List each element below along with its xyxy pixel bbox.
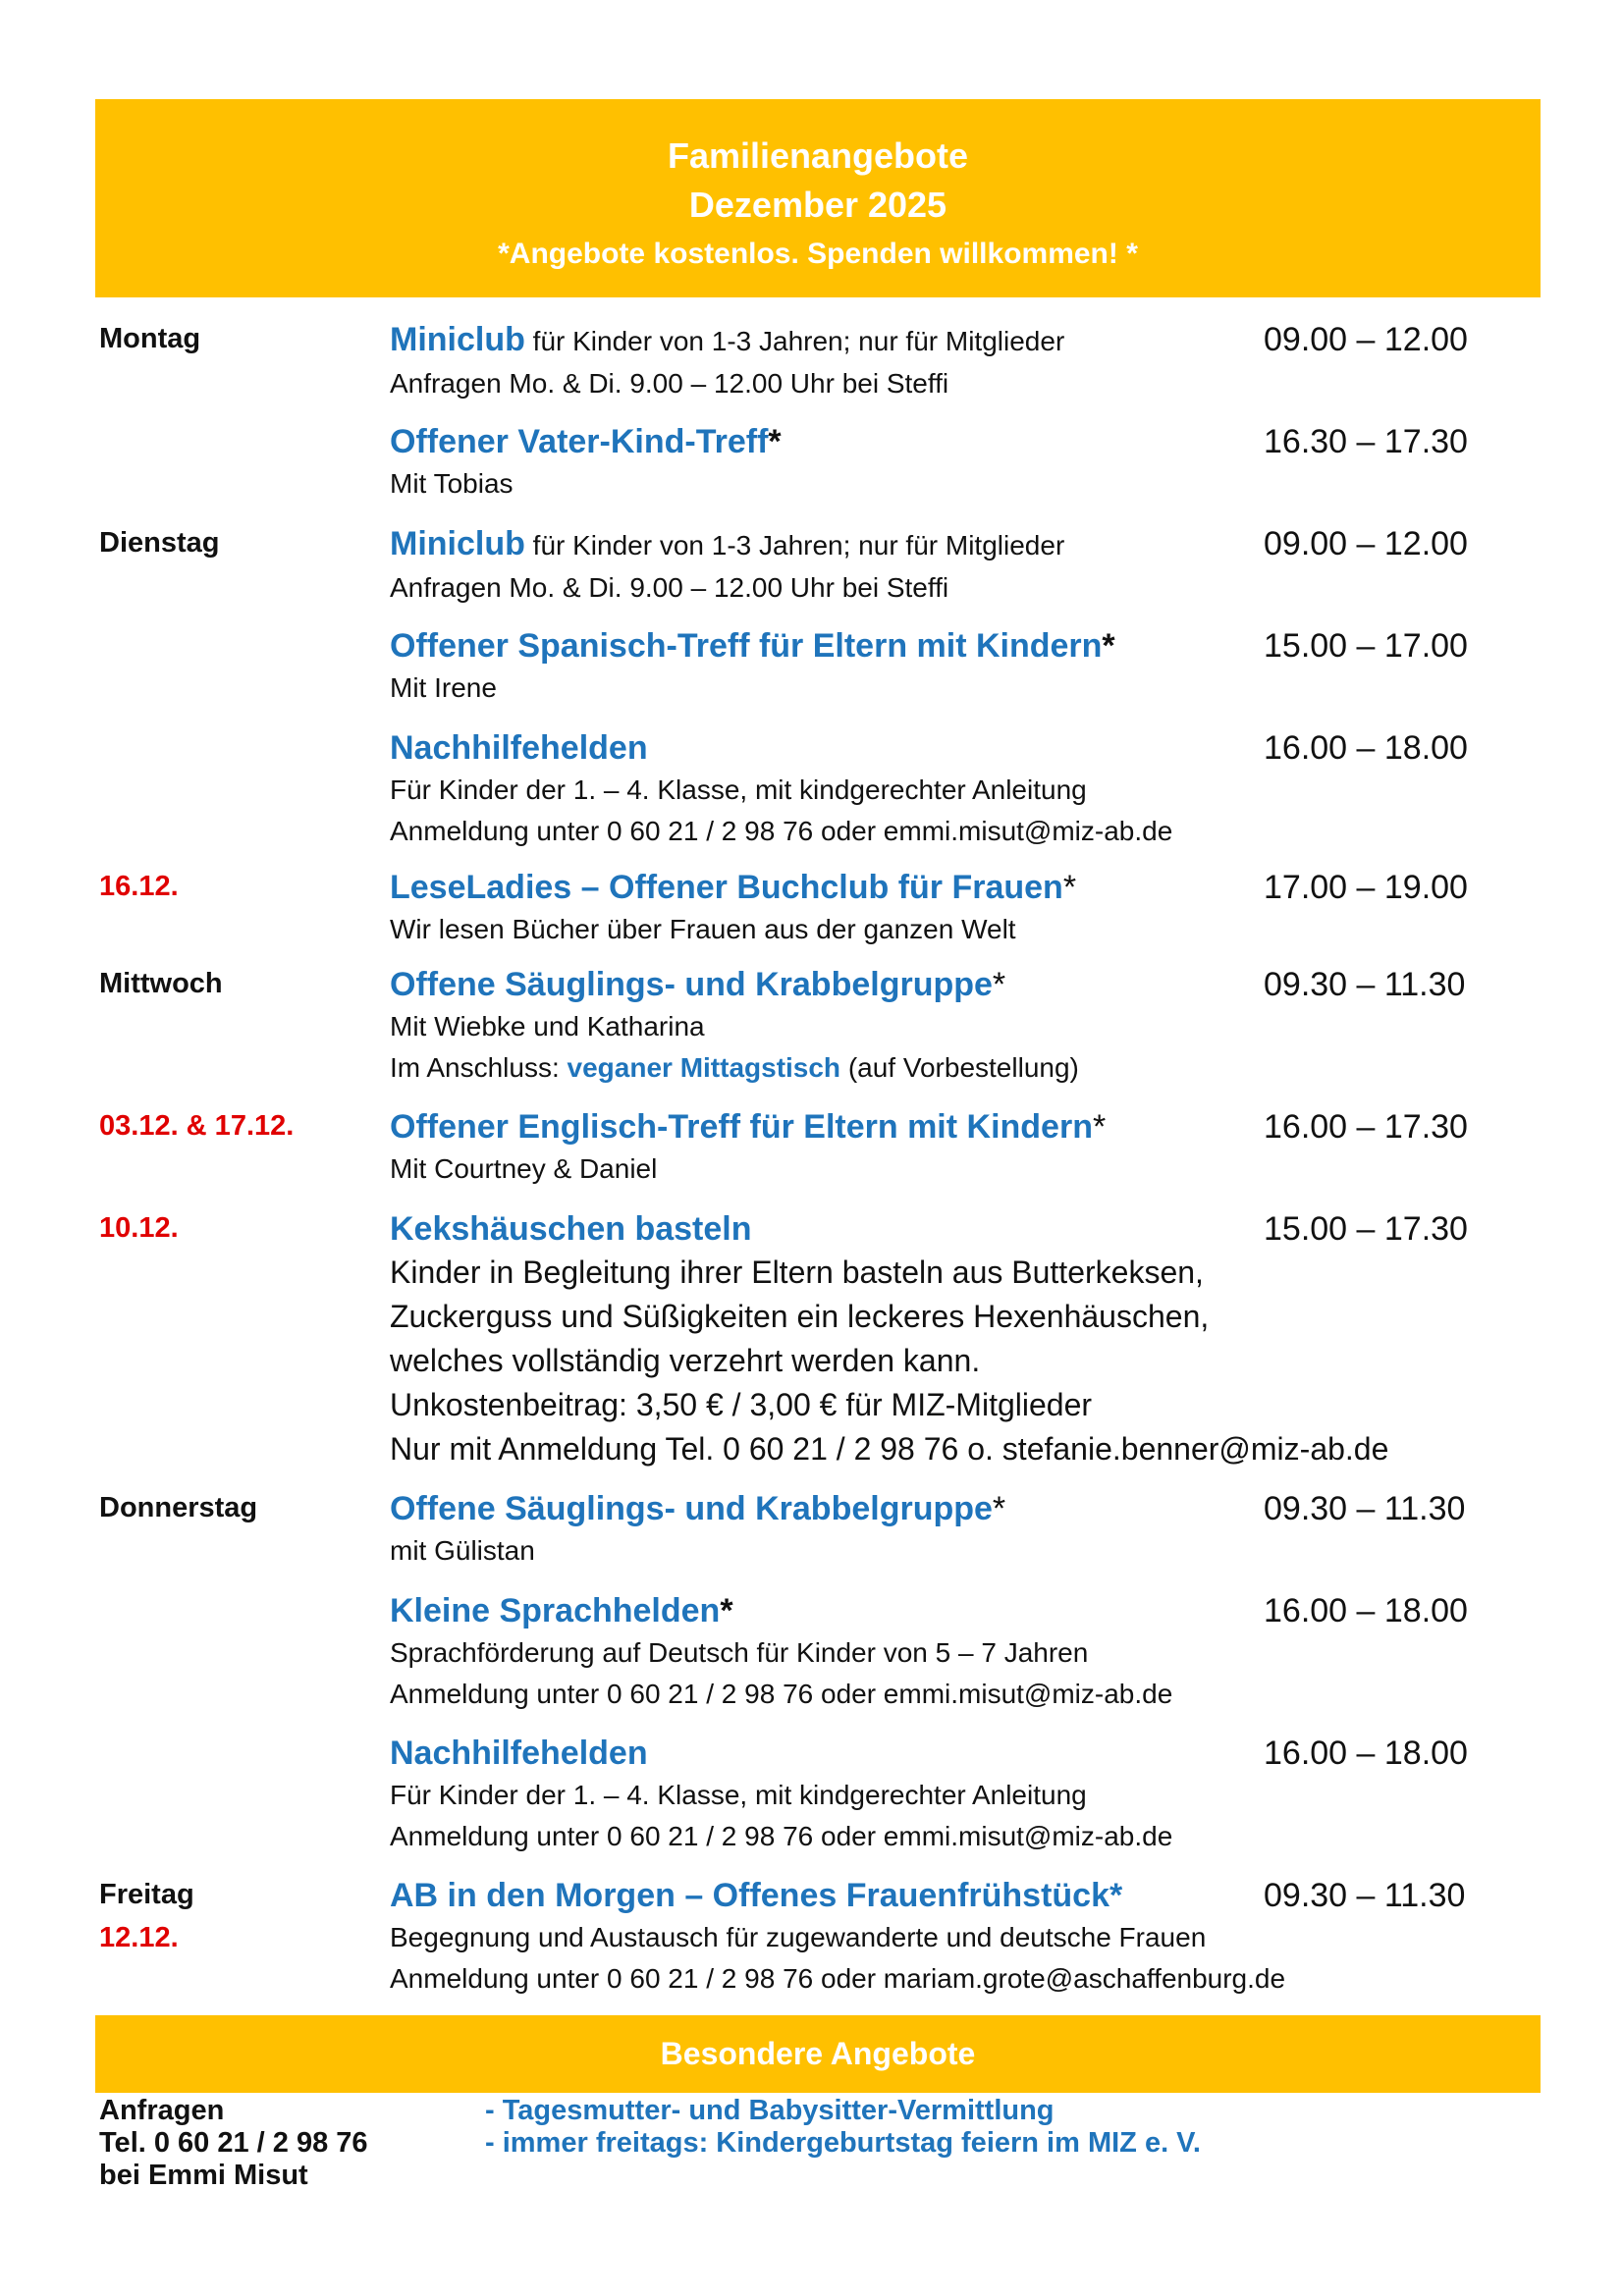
event-time: 09.30 – 11.30 bbox=[1264, 966, 1466, 1003]
event-detail: Begegnung und Austausch für zugewanderte und deutsche Frauen bbox=[390, 1922, 1207, 1952]
contact-block bbox=[99, 2095, 368, 2192]
event-time: 15.00 – 17.00 bbox=[1264, 627, 1468, 665]
event-registration: Anmeldung unter 0 60 21 / 2 98 76 oder emmi.misut@miz-ab.de bbox=[390, 816, 1173, 846]
event-detail: Sprachförderung auf Deutsch für Kinder von 5 – 7 Jahren bbox=[390, 1637, 1089, 1668]
event-detail: Mit Tobias bbox=[390, 468, 514, 499]
special-offer-item: - immer freitags: Kindergeburtstag feiern im MIZ e. V. bbox=[485, 2127, 1201, 2159]
event-time: 16.00 – 18.00 bbox=[1264, 1735, 1468, 1772]
contact-person: bei Emmi Misut bbox=[99, 2160, 308, 2191]
event-time: 09.30 – 11.30 bbox=[1264, 1490, 1466, 1527]
event-detail: Anfragen Mo. & Di. 9.00 – 12.00 Uhr bei Steffi bbox=[390, 368, 949, 399]
date-label: 12.12. bbox=[99, 1922, 179, 1953]
event-title: Miniclub für Kinder von 1-3 Jahren; nur für Mitglieder bbox=[390, 525, 1065, 562]
event-description-line: Kinder in Begleitung ihrer Eltern basteln aus Butterkeksen, bbox=[390, 1255, 1204, 1290]
event-detail: mit Gülistan bbox=[390, 1535, 535, 1566]
date-label: 03.12. & 17.12. bbox=[99, 1110, 295, 1142]
header-note: *Angebote kostenlos. Spenden willkommen! * bbox=[498, 238, 1138, 270]
event-registration: Anmeldung unter 0 60 21 / 2 98 76 oder mariam.grote@aschaffenburg.de bbox=[390, 1963, 1286, 1994]
event-title: AB in den Morgen – Offenes Frauenfrühstück* bbox=[390, 1877, 1123, 1914]
contact-line: Anfragen bbox=[99, 2095, 225, 2126]
contact-phone: Tel. 0 60 21 / 2 98 76 bbox=[99, 2127, 368, 2159]
special-offers-title: Besondere Angebote bbox=[660, 2036, 976, 2071]
special-offers-list bbox=[485, 2095, 1201, 2160]
event-time: 16.00 – 18.00 bbox=[1264, 1592, 1468, 1629]
event-detail: Für Kinder der 1. – 4. Klasse, mit kindgerechter Anleitung bbox=[390, 774, 1087, 805]
event-title: Offener Vater-Kind-Treff* bbox=[390, 423, 782, 460]
event-time: 17.00 – 19.00 bbox=[1264, 869, 1468, 906]
event-title: Kleine Sprachhelden* bbox=[390, 1592, 733, 1629]
event-detail: Für Kinder der 1. – 4. Klasse, mit kindgerechter Anleitung bbox=[390, 1780, 1087, 1810]
event-title: Offener Englisch-Treff für Eltern mit Kindern* bbox=[390, 1108, 1107, 1146]
day-label: Donnerstag bbox=[99, 1492, 258, 1523]
event-detail: Wir lesen Bücher über Frauen aus der ganzen Welt bbox=[390, 914, 1016, 944]
event-description-line: Zuckerguss und Süßigkeiten ein leckeres Hexenhäuschen, bbox=[390, 1299, 1210, 1334]
event-title: LeseLadies – Offener Buchclub für Frauen* bbox=[390, 869, 1077, 906]
event-description-line: welches vollständig verzehrt werden kann. bbox=[390, 1343, 981, 1378]
event-detail: Mit Courtney & Daniel bbox=[390, 1153, 658, 1184]
day-label: Freitag bbox=[99, 1879, 194, 1910]
date-label: 10.12. bbox=[99, 1212, 179, 1244]
event-time: 16.30 – 17.30 bbox=[1264, 423, 1468, 460]
event-time: 09.30 – 11.30 bbox=[1264, 1877, 1466, 1914]
day-label: Mittwoch bbox=[99, 968, 223, 999]
header-month: Dezember 2025 bbox=[688, 185, 947, 225]
event-title: Offene Säuglings- und Krabbelgruppe* bbox=[390, 966, 1006, 1003]
event-title: Offene Säuglings- und Krabbelgruppe* bbox=[390, 1490, 1006, 1527]
date-label: 16.12. bbox=[99, 871, 179, 902]
special-offer-item: - Tagesmutter- und Babysitter-Vermittlung bbox=[485, 2095, 1055, 2126]
mittagstisch-highlight: veganer Mittagstisch bbox=[567, 1052, 841, 1083]
day-label: Dienstag bbox=[99, 527, 220, 559]
event-detail: Mit Wiebke und Katharina bbox=[390, 1011, 705, 1041]
event-title: Offener Spanisch-Treff für Eltern mit Kindern* bbox=[390, 627, 1115, 665]
event-registration: Anmeldung unter 0 60 21 / 2 98 76 oder emmi.misut@miz-ab.de bbox=[390, 1679, 1173, 1709]
day-label: Montag bbox=[99, 323, 201, 354]
event-detail: Mit Irene bbox=[390, 672, 497, 703]
event-note: Im Anschluss: veganer Mittagstisch (auf Vorbestellung) bbox=[390, 1052, 1079, 1083]
event-description-line: Nur mit Anmeldung Tel. 0 60 21 / 2 98 76 o. stefanie.benner@miz-ab.de bbox=[390, 1431, 1389, 1467]
event-time: 09.00 – 12.00 bbox=[1264, 525, 1468, 562]
event-detail: Anfragen Mo. & Di. 9.00 – 12.00 Uhr bei Steffi bbox=[390, 572, 949, 603]
event-title: Miniclub für Kinder von 1-3 Jahren; nur für Mitglieder bbox=[390, 321, 1065, 358]
event-title: Nachhilfehelden bbox=[390, 729, 648, 767]
header-banner bbox=[95, 99, 1541, 297]
special-offers-banner bbox=[95, 2015, 1541, 2093]
event-title: Kekshäuschen basteln bbox=[390, 1210, 752, 1248]
event-registration: Anmeldung unter 0 60 21 / 2 98 76 oder emmi.misut@miz-ab.de bbox=[390, 1821, 1173, 1851]
event-time: 09.00 – 12.00 bbox=[1264, 321, 1468, 358]
event-time: 16.00 – 18.00 bbox=[1264, 729, 1468, 767]
header-title: Familienangebote bbox=[667, 135, 969, 176]
event-description-line: Unkostenbeitrag: 3,50 € / 3,00 € für MIZ-Mitglieder bbox=[390, 1387, 1093, 1422]
event-time: 16.00 – 17.30 bbox=[1264, 1108, 1468, 1146]
event-time: 15.00 – 17.30 bbox=[1264, 1210, 1468, 1248]
event-title: Nachhilfehelden bbox=[390, 1735, 648, 1772]
